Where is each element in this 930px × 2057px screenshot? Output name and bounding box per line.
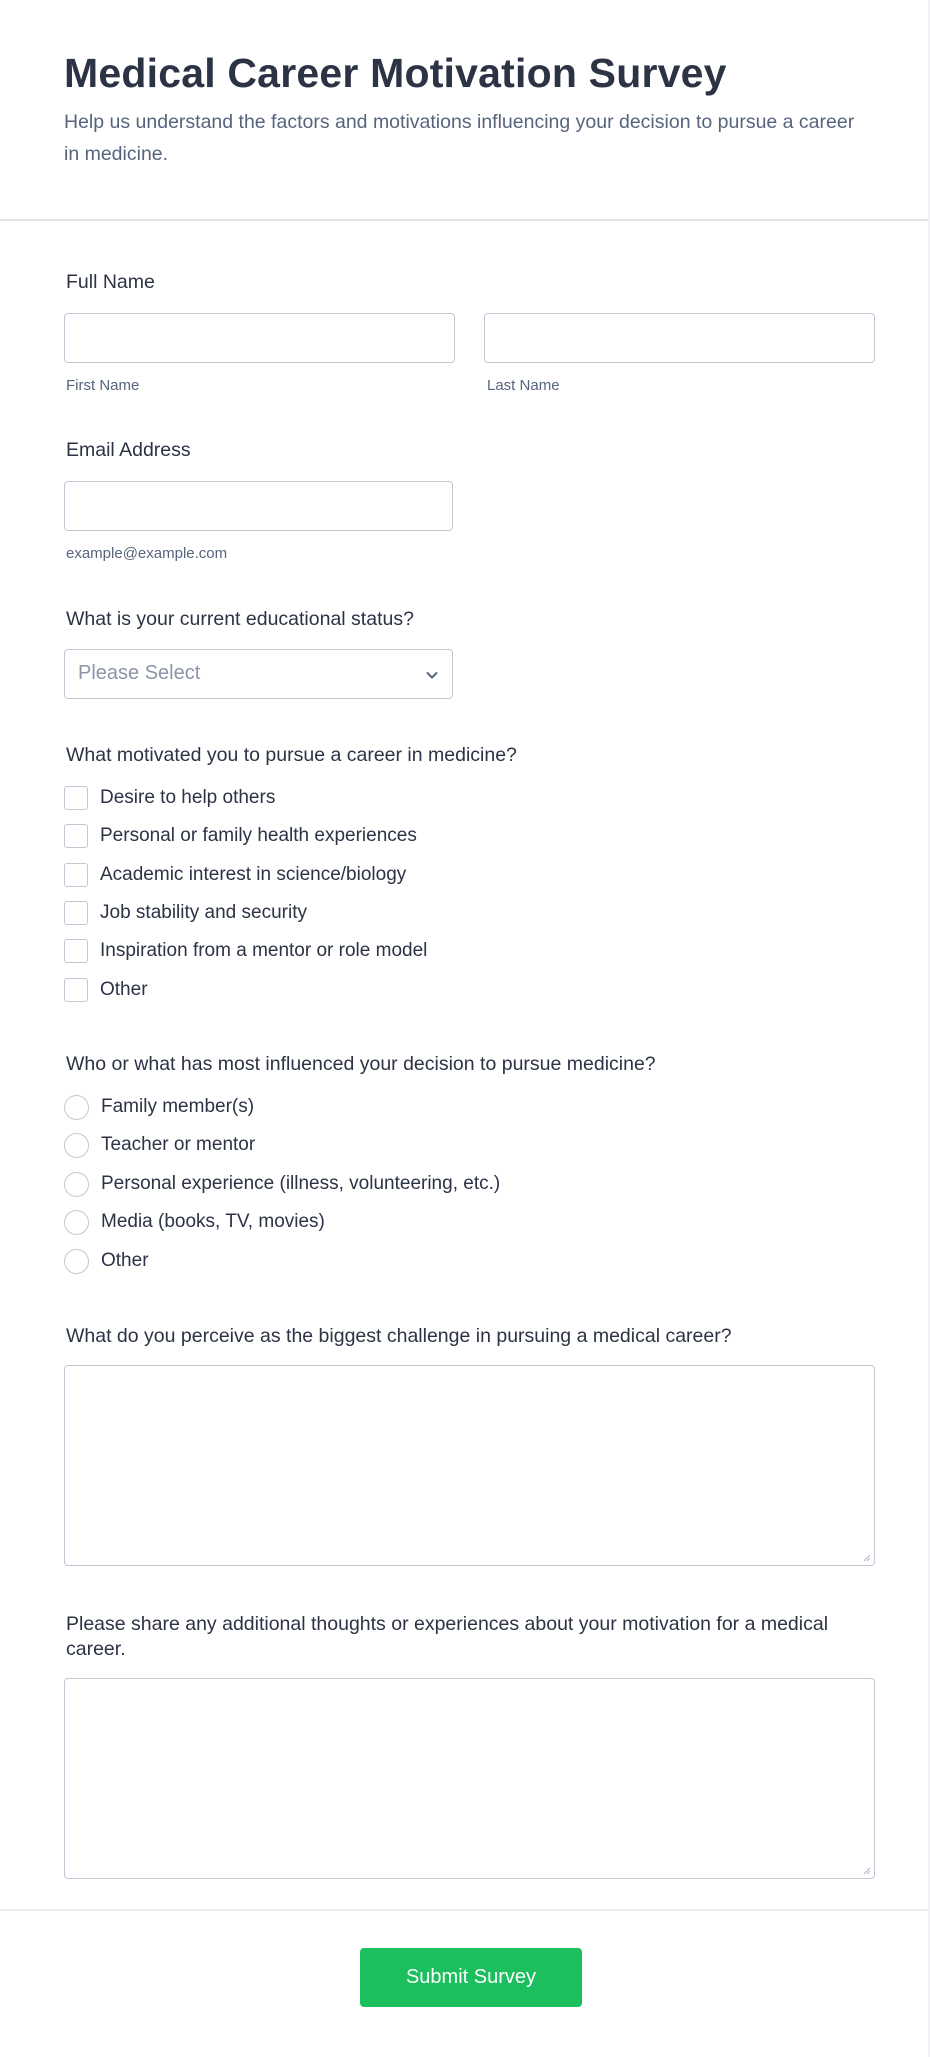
option-label: Family member(s) (101, 1096, 255, 1117)
option-label: Media (books, TV, movies) (101, 1211, 325, 1232)
motivation-option[interactable] (64, 899, 307, 927)
last-name-sublabel: Last Name (487, 377, 560, 394)
option-label: Inspiration from a mentor or role model (100, 940, 428, 961)
motivation-option[interactable] (64, 976, 148, 1004)
option-label: Desire to help others (100, 787, 276, 808)
option-label: Personal or family health experiences (100, 825, 417, 846)
option-label: Teacher or mentor (101, 1134, 256, 1155)
last-name-input[interactable] (484, 313, 875, 363)
radio-button[interactable] (64, 1095, 89, 1120)
form-header (0, 0, 928, 221)
motivation-option[interactable] (64, 822, 417, 850)
option-label: Personal experience (illness, volunteering, etc.) (101, 1173, 501, 1194)
radio-button[interactable] (64, 1249, 89, 1274)
motivation-option[interactable] (64, 937, 427, 965)
challenge-label: What do you perceive as the biggest challenge in pursuing a medical career? (66, 1325, 732, 1347)
education-select-value: Please Select (78, 662, 201, 684)
radio-button[interactable] (64, 1133, 89, 1158)
email-sublabel: example@example.com (66, 545, 228, 562)
checkbox[interactable] (64, 824, 88, 848)
page-title: Medical Career Motivation Survey (64, 50, 727, 96)
checkbox[interactable] (64, 939, 88, 963)
resize-handle-icon[interactable] (861, 1552, 871, 1562)
education-select[interactable] (64, 649, 453, 699)
page-subtitle: Help us understand the factors and motivations influencing your decision to pursue a career in medicine. (64, 111, 855, 165)
motivation-option[interactable] (64, 861, 406, 889)
influence-label: Who or what has most influenced your decision to pursue medicine? (66, 1053, 656, 1075)
submit-survey-button[interactable]: Submit Survey (360, 1948, 582, 2007)
influence-option[interactable] (64, 1247, 149, 1275)
checkbox[interactable] (64, 901, 88, 925)
challenge-textarea[interactable] (64, 1365, 875, 1566)
influence-option[interactable] (64, 1170, 500, 1198)
first-name-input[interactable] (64, 313, 455, 363)
influence-option[interactable] (64, 1208, 325, 1236)
email-input[interactable] (64, 481, 453, 531)
thoughts-label: Please share any additional thoughts or experiences about your motivation for a medical career. (66, 1613, 829, 1660)
footer-divider (0, 1909, 928, 1911)
email-label: Email Address (66, 439, 191, 461)
option-label: Job stability and security (100, 902, 307, 923)
influence-option[interactable] (64, 1093, 254, 1121)
resize-handle-icon[interactable] (861, 1865, 871, 1875)
checkbox[interactable] (64, 786, 88, 810)
option-label: Other (101, 1250, 149, 1271)
first-name-sublabel: First Name (66, 377, 140, 394)
checkbox[interactable] (64, 978, 88, 1002)
influence-option[interactable] (64, 1131, 255, 1159)
chevron-down-icon (424, 667, 440, 683)
full-name-label: Full Name (66, 271, 155, 293)
radio-button[interactable] (64, 1172, 89, 1197)
motivation-option[interactable] (64, 784, 275, 812)
option-label: Other (100, 979, 148, 1000)
checkbox[interactable] (64, 863, 88, 887)
radio-button[interactable] (64, 1210, 89, 1235)
education-label: What is your current educational status? (66, 608, 414, 630)
thoughts-textarea[interactable] (64, 1678, 875, 1879)
motivation-label: What motivated you to pursue a career in medicine? (66, 744, 517, 766)
option-label: Academic interest in science/biology (100, 864, 407, 885)
